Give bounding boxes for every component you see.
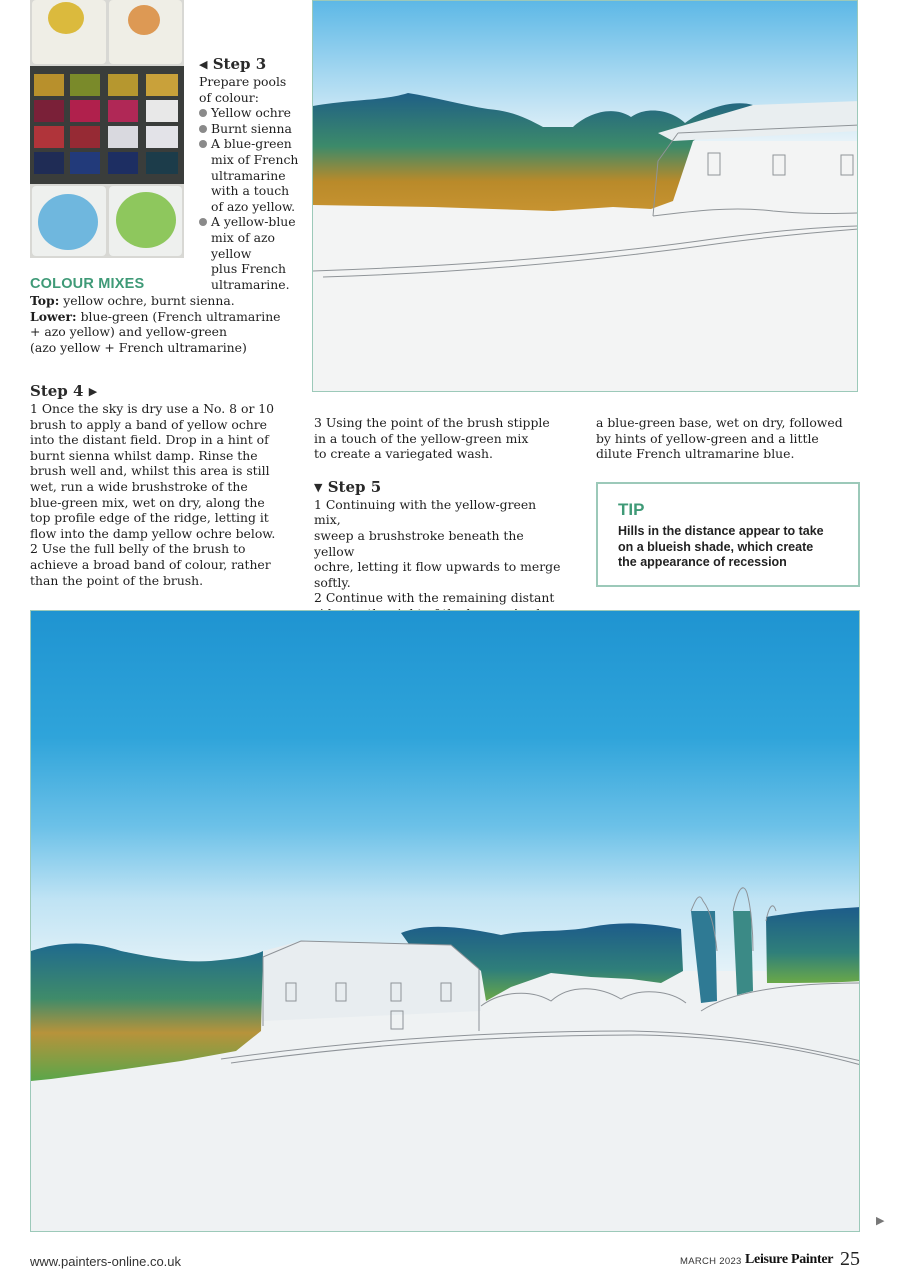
step4-continued-block: 3 Using the point of the brush stipple in a touch of the yellow-green mix to create a variegated wash. ▼ Step 5 1 Continuing with the yellow-green mix, sweep a brushstroke beneath the yellow ochre, letting it flow upwards to merge softly. 2 Continue with the remaining distant — [314, 415, 564, 622]
colour-mixes-lower-line: Lower: blue-green (French ultramarine — [30, 308, 281, 324]
footer-magazine-logo: Leisure Painter — [745, 1252, 834, 1267]
step3-list-item: A yellow-blue mix of azo yellow plus French ultramarine. — [199, 214, 305, 292]
step4-block — [30, 382, 278, 588]
step3-heading: ◀ Step 3 — [199, 55, 267, 73]
down-triangle-icon: ▼ — [314, 480, 323, 494]
colour-mixes-body — [30, 293, 300, 355]
left-triangle-icon: ◀ — [199, 58, 208, 71]
step5-heading: ▼ Step 5 — [314, 477, 382, 496]
step4-heading: Step 4 ▶ — [30, 382, 98, 400]
colour-mixes-title: COLOUR MIXES — [30, 276, 145, 292]
step3-list-item: Yellow ochre — [199, 105, 305, 121]
step5-body: 1 Continuing with the yellow-green mix, sweep a brushstroke beneath the yellow ochre, letting it flow upwards to merge softly. 2 Continue with the remaining distant — [314, 496, 561, 606]
step3-list-item: Burnt sienna — [199, 121, 305, 137]
colour-mixes-lower-line: + azo yellow) and yellow-green — [30, 324, 227, 340]
page-number: 25 — [840, 1248, 860, 1270]
next-page-arrow-icon: ▶ — [876, 1214, 885, 1227]
palette-photo — [30, 0, 184, 258]
footer-website[interactable]: www.painters-online.co.uk — [30, 1254, 182, 1269]
tip-box — [596, 482, 860, 587]
step4-painting-photo — [312, 0, 858, 392]
colour-mixes-top-line: Top: yellow ochre, burnt sienna. — [30, 293, 235, 308]
step5-continued-block: a blue-green base, wet on dry, followed by hints of yellow-green and a little dilute French ultramarine blue. — [596, 415, 843, 462]
right-triangle-icon: ▶ — [88, 385, 98, 398]
step3-intro-line: of colour: — [199, 89, 259, 105]
tip-body: Hills in the distance appear to take on a blueish shade, which create the appearance of recession — [618, 524, 824, 569]
step3-intro-line: Prepare pools — [199, 74, 287, 89]
step3-body — [199, 74, 305, 292]
tip-title: TIP — [618, 500, 645, 519]
step5-painting-photo — [30, 610, 860, 1232]
step4-body: 1 Once the sky is dry use a No. 8 or 10 brush to apply a band of yellow ochre into the distant field. Drop in a hint of burnt sienna whilst damp. Rinse the brush well and, whilst this area is still wet, run a wide brushstroke of the blue-green mix, wet on dry, along the top profile edge of the ridge, letting it flow into the damp yellow ochre below. 2 Use the full belly of the brush to achieve a broad band of colour, rather than the point of the brush. — [30, 401, 276, 588]
step3-block — [199, 55, 305, 292]
colour-mixes-lower-line: (azo yellow + French ultramarine) — [30, 339, 247, 355]
footer-issue-date: MARCH 2023 — [680, 1256, 742, 1267]
step3-list-item: A blue-green mix of French ultramarine with a touch of azo yellow. — [199, 136, 305, 214]
